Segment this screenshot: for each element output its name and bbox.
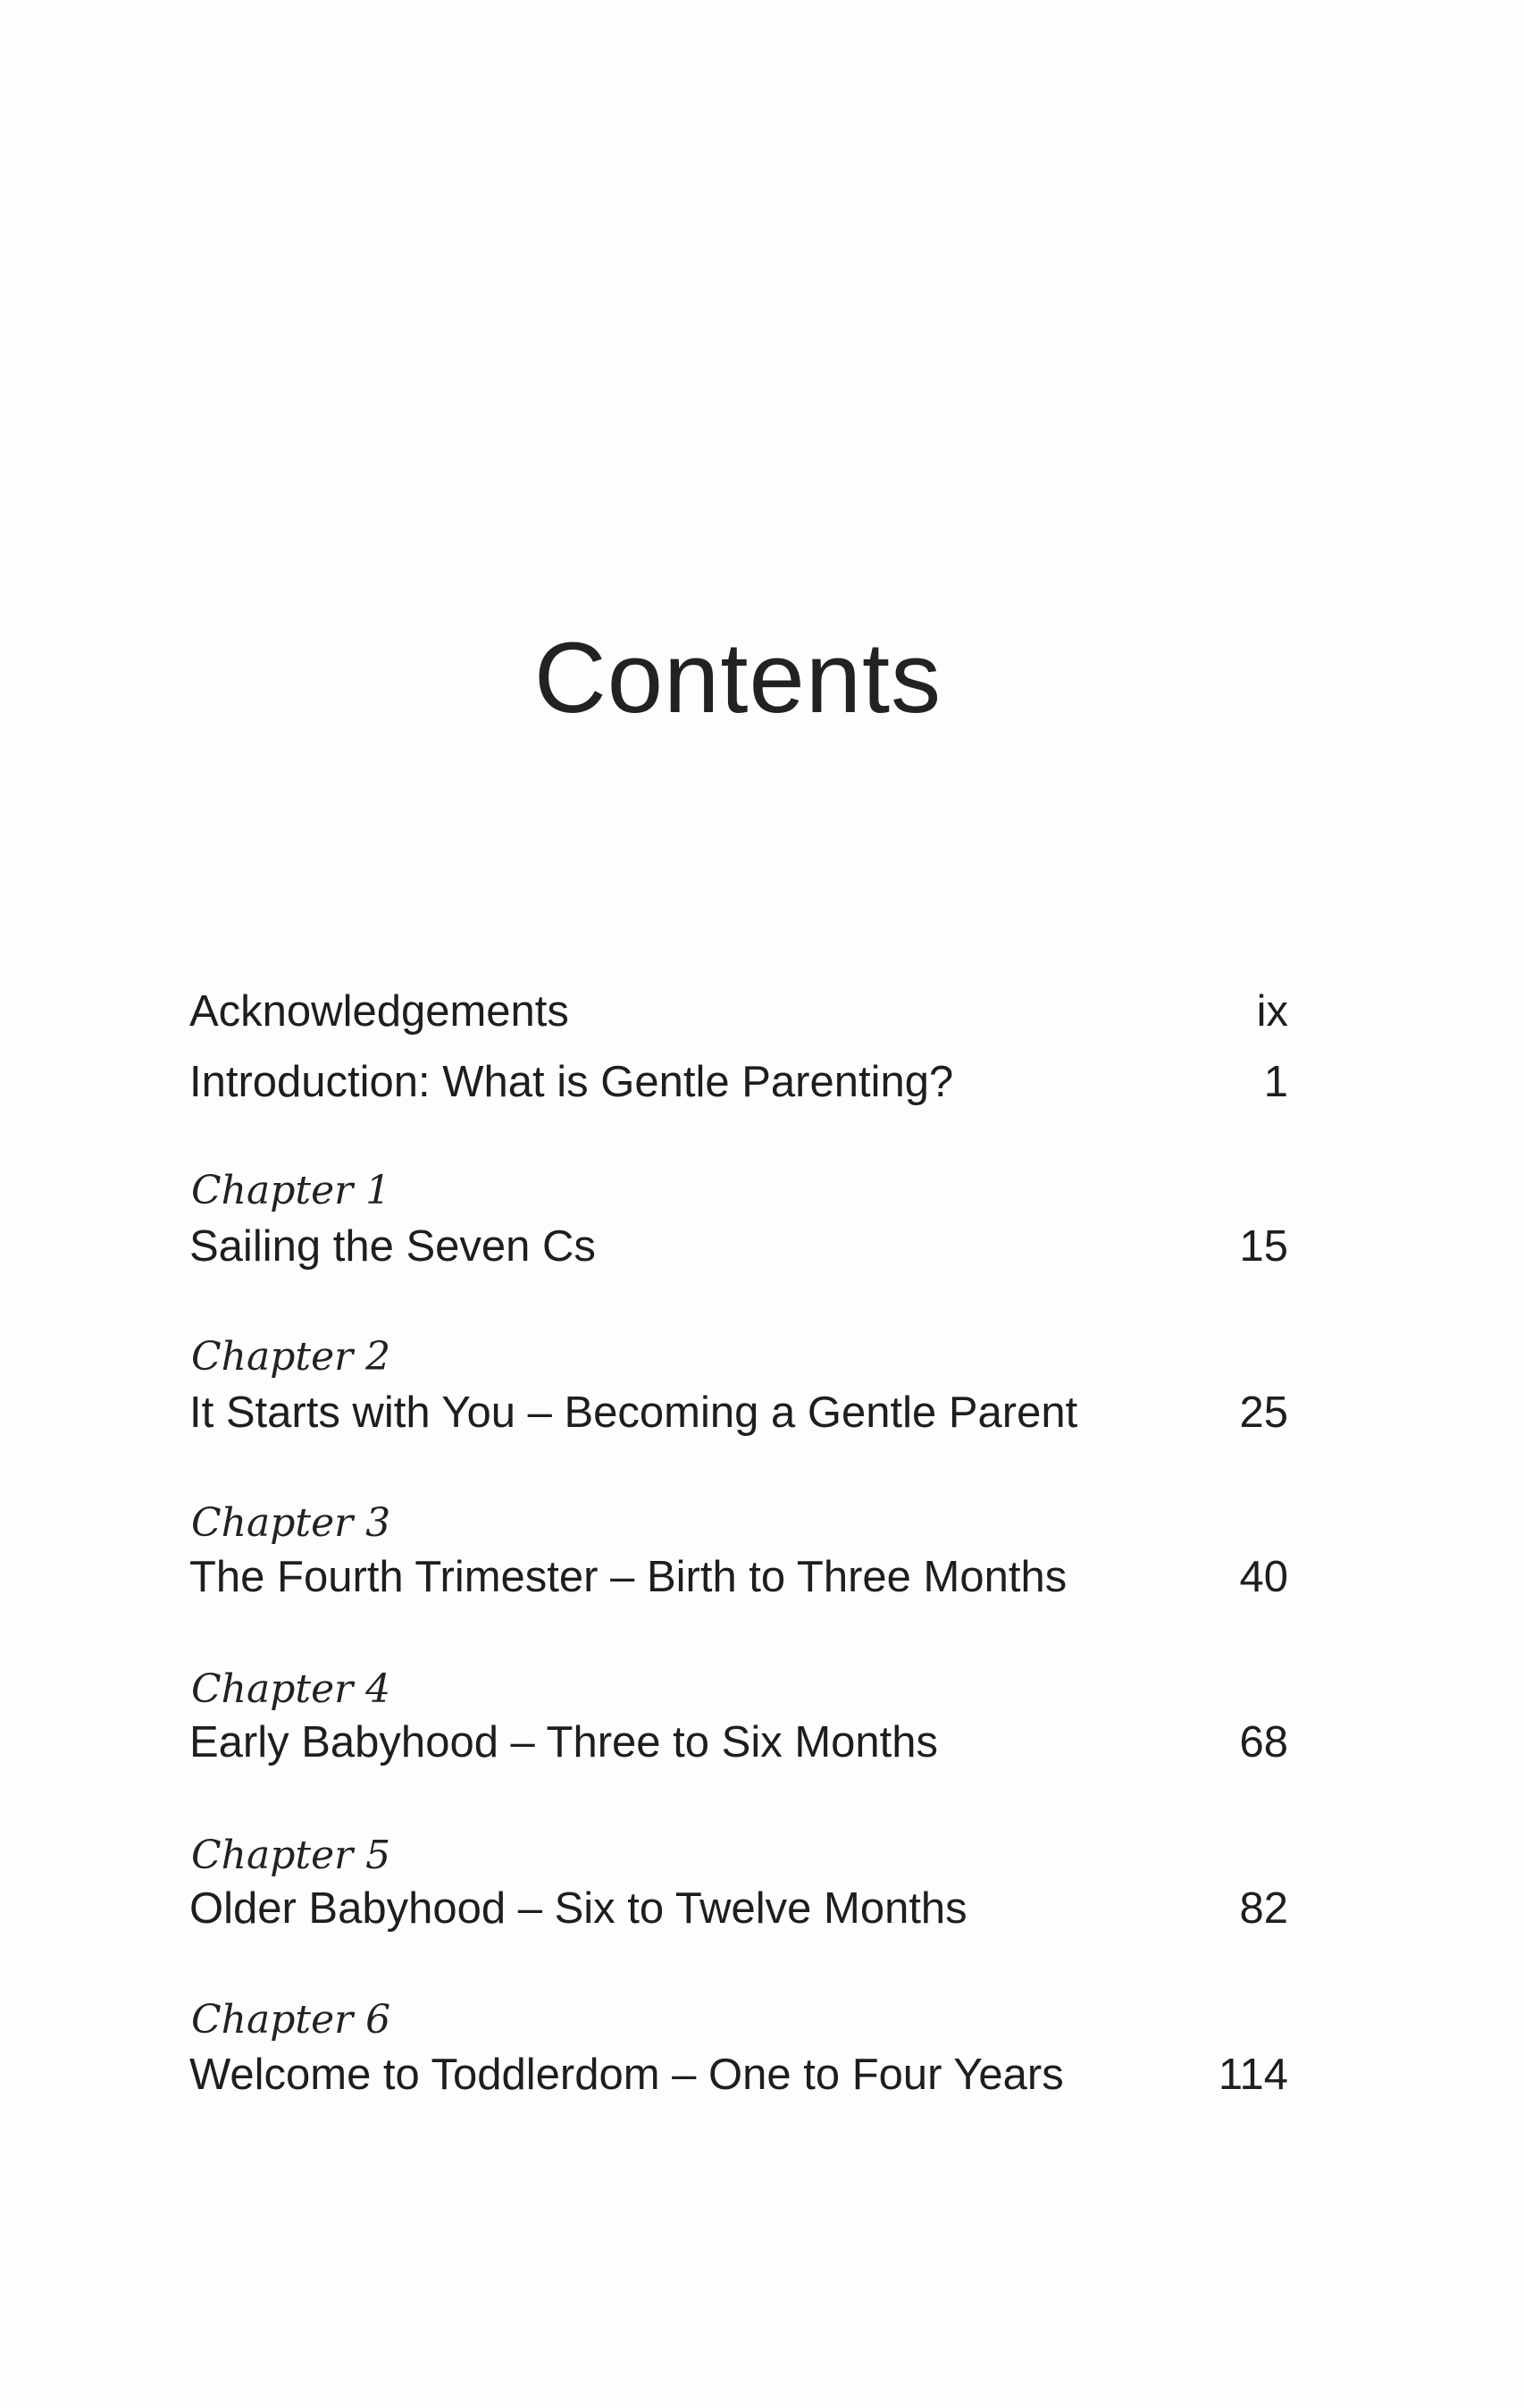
- toc-entry-page: ix: [1256, 987, 1288, 1036]
- toc-entry-chapter-4[interactable]: [189, 1716, 1288, 1769]
- toc-entry-introduction[interactable]: [189, 1055, 1288, 1109]
- page-title: Contents: [533, 622, 942, 734]
- toc-entry-title: Early Babyhood – Three to Six Months: [189, 1718, 939, 1766]
- toc-entry-page: 1: [1263, 1058, 1288, 1106]
- toc-entry-page: 68: [1239, 1718, 1288, 1766]
- toc-entry-acknowledgements[interactable]: [189, 985, 1288, 1038]
- toc-entry-title: Older Babyhood – Six to Twelve Months: [189, 1884, 967, 1933]
- toc-entry-title: Welcome to Toddlerdom – One to Four Years: [189, 2051, 1064, 2099]
- toc-entry-chapter-5[interactable]: [189, 1882, 1288, 1935]
- toc-entry-chapter-1[interactable]: [189, 1220, 1288, 1273]
- toc-entry-page: 25: [1239, 1389, 1288, 1437]
- toc-entry-page: 114: [1218, 2051, 1288, 2099]
- chapter-label: Chapter 1: [191, 1168, 391, 1213]
- toc-entry-title: Introduction: What is Gentle Parenting?: [189, 1058, 954, 1106]
- toc-entry-chapter-3[interactable]: [189, 1550, 1288, 1604]
- chapter-label: Chapter 2: [191, 1334, 391, 1380]
- toc-entry-page: 82: [1239, 1884, 1288, 1933]
- toc-entry-title: Sailing the Seven Cs: [189, 1222, 596, 1271]
- chapter-label: Chapter 4: [191, 1666, 391, 1712]
- chapter-label: Chapter 6: [191, 1997, 391, 2043]
- chapter-label: Chapter 5: [191, 1833, 391, 1878]
- toc-entry-title: The Fourth Trimester – Birth to Three Months: [189, 1553, 1068, 1601]
- toc-entry-title: It Starts with You – Becoming a Gentle Parent: [189, 1389, 1078, 1437]
- toc-entry-title: Acknowledgements: [189, 987, 569, 1036]
- toc-entry-page: 15: [1239, 1222, 1288, 1271]
- toc-entry-chapter-2[interactable]: [189, 1386, 1288, 1439]
- chapter-label: Chapter 3: [191, 1500, 391, 1546]
- toc-entry-page: 40: [1239, 1553, 1288, 1601]
- toc-entry-chapter-6[interactable]: [189, 2048, 1288, 2102]
